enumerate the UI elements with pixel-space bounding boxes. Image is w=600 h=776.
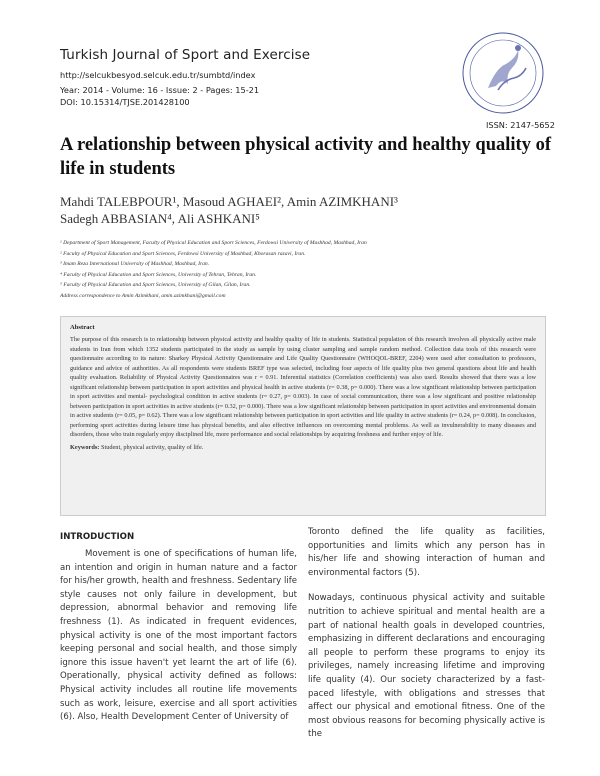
left-column bbox=[60, 548, 297, 725]
body-paragraph: Movement is one of specifications of human life, an intention and origin in human nature and a factor for his/her growth, health and freshness. Sedentary life style causes not only failure in development, but depression, abnormal behavior and removing life freshness (1). As indicated in frequent evidences, physical activity is one of the most important factors keeping personal and social health, and those simply ignore this issue haven't yet learnt the art of life (6). Operationally, physical activity defined as follows: Physical activity includes all routine life movements such as work, leisure, exercise and all sport activities (6). Also, Health Development Center of University of bbox=[60, 549, 297, 723]
issn-label: ISSN: 2147-5652 bbox=[486, 120, 555, 130]
journal-doi: DOI: 10.15314/TJSE.201428100 bbox=[60, 97, 190, 107]
abstract-box bbox=[60, 316, 546, 516]
right-column bbox=[308, 526, 545, 742]
authors-line-2: Sadegh ABBASIAN⁴, Ali ASHKANI⁵ bbox=[60, 211, 260, 226]
paper-title: A relationship between physical activity and healthy quality of life in students bbox=[60, 135, 551, 179]
affiliation-4: ⁴ Faculty of Physical Education and Sport Sciences, University of Tehran, Tehran, Iran. bbox=[60, 271, 257, 278]
affiliations bbox=[60, 238, 550, 302]
affiliation-2: ² Faculty of Physical Education and Sport Sciences, Ferdowsi University of Mashhad, Khorasan razavi, Iran. bbox=[60, 250, 306, 257]
abstract-text: The purpose of this research is to relationship between physical activity and healthy quality of life in students. Statistical population of this research involves all physically active male students in Iran from which 1352 students participated in the study as sample by using cluster sampling and sample random method. Collection data tools of this research were questionnaire according to its nature: Sharkey Physical Activity Questionnaire and Life Quality Questionnaire (WHOQOL-BREF, 2204) were used after consultation to professors, guidance and advice of authorities. As all respondents were students BREF type was selected, including four aspects of life quality plus two general questions about life and health quality evaluation. Reliability of Physical Activity Questionnaires was r = 0.91. Inferential statistics (Correlation coefficients) was also used. Results showed that there was a low significant relationship between participation in sport activities and physical health in active students (r= 0.38, p= 0.000). There was a low significant relationship between participation in sport activities and mental- psychological condition in active students (r= 0.27, p= 0.003). In case of social communication, there was a low significant and positive relationship between participation in sport activities in active students (r= 0.32, p= 0.000). There was a low significant relationship between participation in sport activities and environmental domain in active students (r= 0.05, p= 0.62). There was a low significant relationship between participation in sport activities and life quality in active students (r= 0.24, p= 0.008). In conclusion, performing sport activities during leisure time has physical benefits, and also effective influences on overcoming mental problems. As well as invulnerability to many diseases and disorders, those who train regularly enjoy disciplined life, more performance and social relationships by acquiring freshness and further enjoy of life. bbox=[70, 336, 536, 438]
abstract-heading: Abstract bbox=[70, 324, 95, 331]
keywords-label: Keywords: bbox=[70, 443, 100, 451]
keywords-line bbox=[70, 444, 536, 451]
author-list bbox=[60, 193, 530, 227]
journal-volume-line: Year: 2014 - Volume: 16 - Issue: 2 - Pages: 15-21 bbox=[60, 85, 260, 95]
journal-url[interactable]: http://selcukbesyod.selcuk.edu.tr/sumbtd/index bbox=[60, 70, 256, 80]
body-paragraph: Nowadays, continuous physical activity and suitable nutrition to achieve spiritual and mental health are a part of national health goals in developed countries, emphasizing in different declarations and encouraging all people to perform these programs to enjoy its privileges, namely increasing lifetime and improving life quality (4). Our society characterized by a fast-paced lifestyle, with obligations and stresses that affect our physical and emotional fitness. One of the most obvious reasons for becoming physically active is the bbox=[308, 593, 545, 740]
affiliation-5: ⁵ Faculty of Physical Education and Sport Sciences, University of Gilan, Gilan, Iran. bbox=[60, 282, 251, 289]
affiliation-1: ¹ Department of Sport Management, Faculty of Physical Education and Sport Sciences, Ferdowsi University of Mashhad, Mashhad, Iran bbox=[60, 240, 367, 246]
correspondence-address: Address correspondence to Amin Azimkhani, amin.azimkhani@gmail.com bbox=[60, 292, 226, 299]
keywords-text: Student, physical activity, quality of life. bbox=[100, 443, 204, 451]
affiliation-3: ³ Imam Reza International University of Mashhad, Mashhad, Iran. bbox=[60, 261, 210, 268]
authors-line-1: Mahdi TALEBPOUR¹, Masoud AGHAEI², Amin AZIMKHANI³ bbox=[60, 194, 398, 209]
body-paragraph: Toronto defined the life quality as facilities, opportunities and limits which any person has in his/her life and showing interaction of human and environmental factors (5). bbox=[308, 527, 545, 578]
journal-logo-icon bbox=[458, 28, 548, 118]
introduction-heading: INTRODUCTION bbox=[60, 532, 135, 542]
journal-title: Turkish Journal of Sport and Exercise bbox=[60, 47, 311, 63]
